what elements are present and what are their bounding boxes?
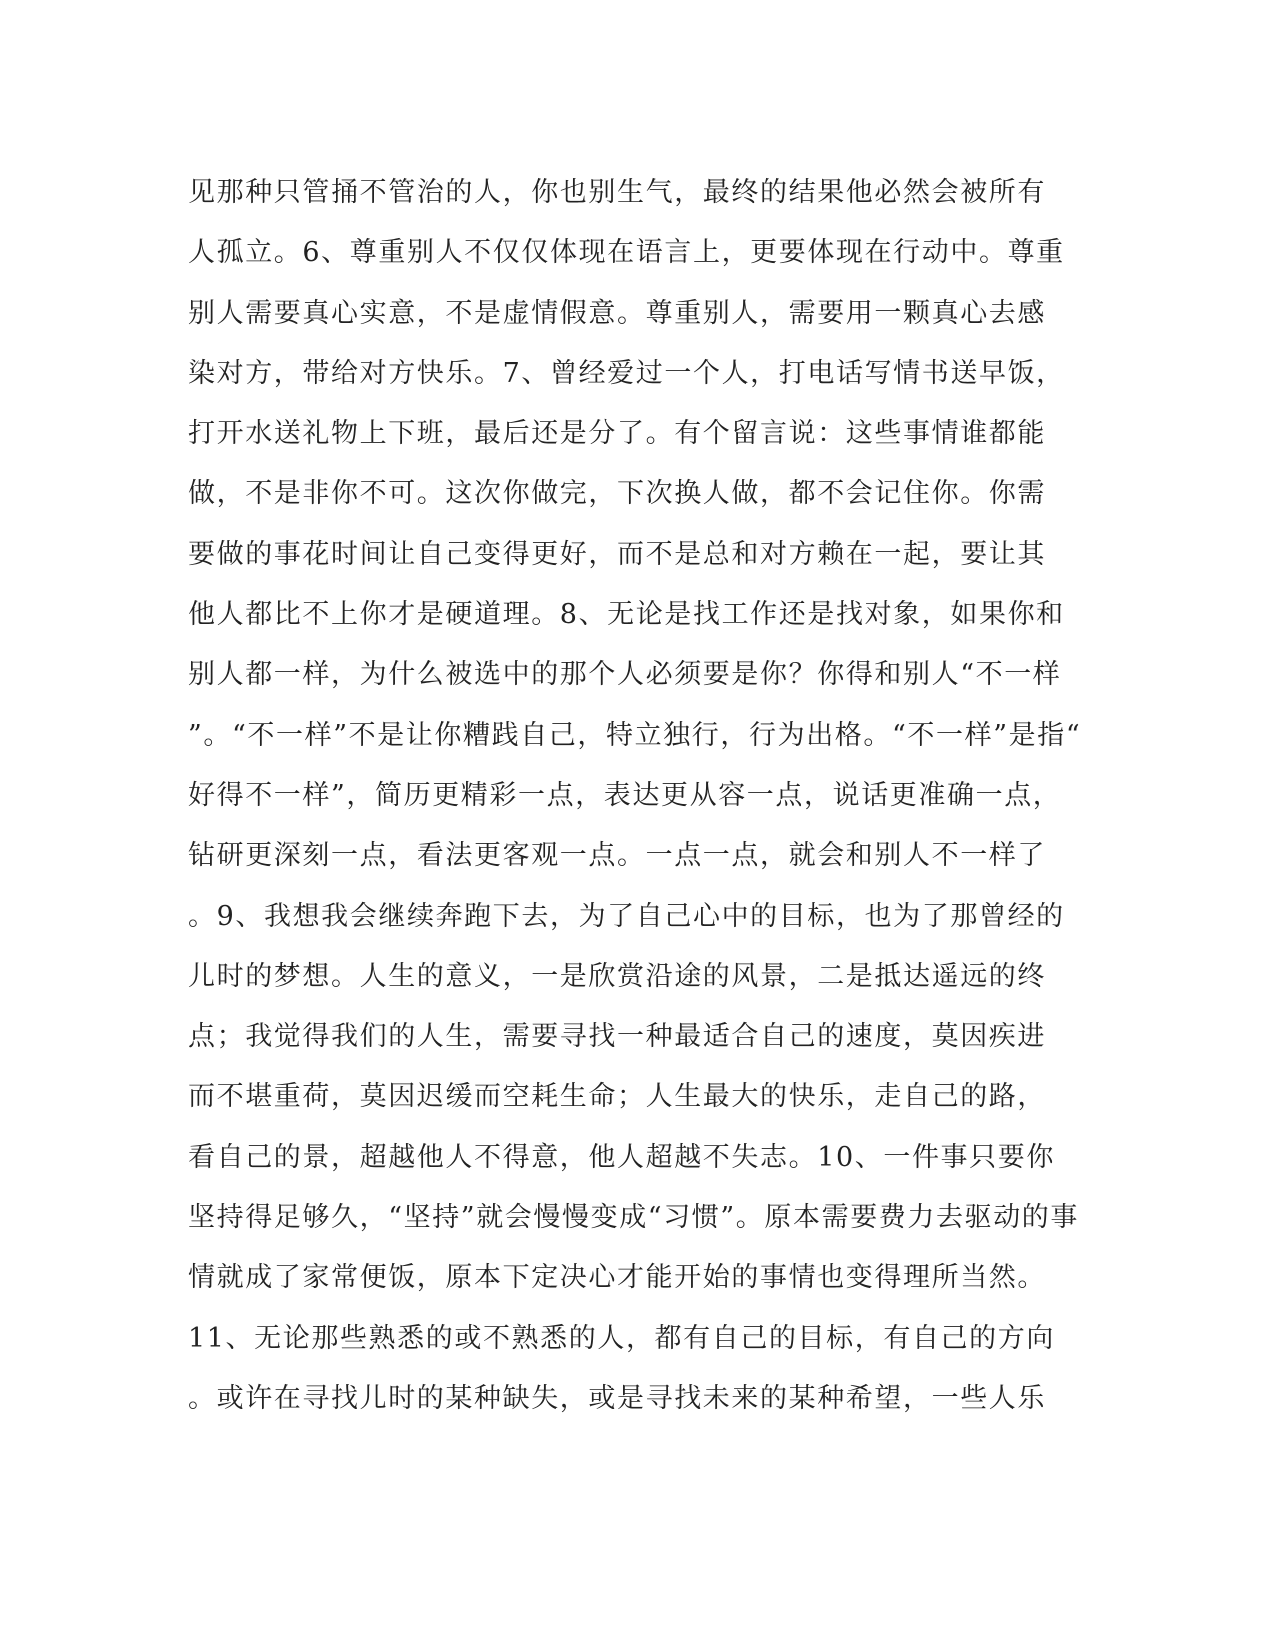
text-line: 。9、我想我会继续奔跑下去，为了自己心中的目标，也为了那曾经的 <box>188 900 1065 932</box>
text-line: 见那种只管捅不管治的人，你也别生气，最终的结果他必然会被所有 <box>188 177 1046 208</box>
text-line: 11、无论那些熟悉的或不熟悉的人，都有自己的目标，有自己的方向 <box>188 1322 1055 1354</box>
text-line: 染对方，带给对方快乐。7、曾经爱过一个人，打电话写情书送早饭， <box>188 357 1065 389</box>
text-line: 人孤立。6、尊重别人不仅仅体现在语言上，更要体现在行动中。尊重 <box>188 237 1065 269</box>
text-line: 。或许在寻找儿时的某种缺失，或是寻找未来的某种希望，一些人乐 <box>188 1382 1046 1414</box>
text-line: 他人都比不上你才是硬道理。8、无论是找工作还是找对象，如果你和 <box>188 599 1065 631</box>
text-line: 做，不是非你不可。这次你做完，下次换人做，都不会记住你。你需 <box>188 478 1046 510</box>
text-line: 别人都一样，为什么被选中的那个人必须要是你？你得和别人“不一样 <box>188 659 1062 691</box>
text-line: ”。“不一样”不是让你糟践自己，特立独行，行为出格。“不一样”是指“ <box>188 719 1082 751</box>
text-line: 点；我觉得我们的人生，需要寻找一种最适合自己的速度，莫因疾进 <box>188 1021 1046 1053</box>
text-line: 钻研更深刻一点，看法更客观一点。一点一点，就会和别人不一样了 <box>188 840 1046 872</box>
text-line: 打开水送礼物上下班，最后还是分了。有个留言说：这些事情谁都能 <box>188 418 1046 450</box>
text-line: 要做的事花时间让自己变得更好，而不是总和对方赖在一起，要让其 <box>188 538 1046 570</box>
text-line: 好得不一样”，简历更精彩一点，表达更从容一点，说话更准确一点， <box>188 779 1062 811</box>
text-line: 而不堪重荷，莫因迟缓而空耗生命；人生最大的快乐，走自己的路， <box>188 1081 1046 1113</box>
text-line: 儿时的梦想。人生的意义，一是欣赏沿途的风景，二是抵达遥远的终 <box>188 960 1046 992</box>
text-line: 别人需要真心实意，不是虚情假意。尊重别人，需要用一颗真心去感 <box>188 297 1046 329</box>
body-text <box>188 163 1088 1429</box>
text-line: 情就成了家常便饭，原本下定决心才能开始的事情也变得理所当然。 <box>188 1262 1046 1294</box>
text-line: 看自己的景，超越他人不得意，他人超越不失志。10、一件事只要你 <box>188 1141 1055 1173</box>
text-line: 坚持得足够久，“坚持”就会慢慢变成“习惯”。原本需要费力去驱动的事 <box>188 1202 1080 1234</box>
